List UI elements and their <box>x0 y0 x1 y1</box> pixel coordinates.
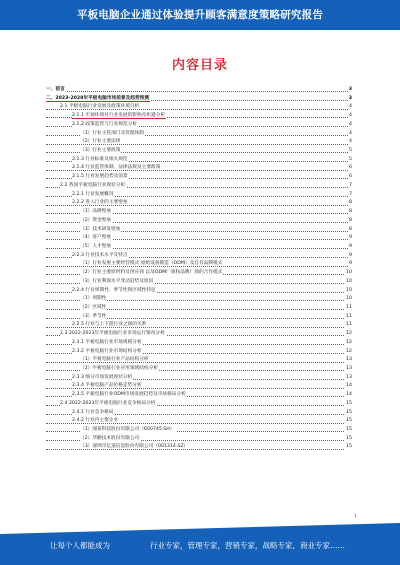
toc-entry[interactable] <box>46 95 352 104</box>
toc-entry-page: 12 <box>345 339 352 348</box>
toc-entry-page: 14 <box>345 382 352 391</box>
toc-entry-page: 5 <box>348 147 352 156</box>
toc-entry-text: 2.3.5 平板电脑行业ODM市场发展趋势及市场格局分析 <box>72 392 186 398</box>
toc-entry[interactable] <box>46 295 352 304</box>
toc-entry-page: 15 <box>345 435 352 444</box>
toc-entry-page: 9 <box>348 252 352 261</box>
toc-entry[interactable] <box>46 103 352 112</box>
toc-entry[interactable] <box>46 391 352 400</box>
toc-entry[interactable] <box>46 164 352 173</box>
toc-entry-page: 3 <box>348 86 352 95</box>
toc-entry-page: 7 <box>348 191 352 200</box>
toc-title: 内容目录 <box>171 58 228 73</box>
toc-entry[interactable] <box>46 382 352 391</box>
toc-entry-page: 12 <box>345 348 352 357</box>
toc-entry[interactable] <box>46 252 352 261</box>
toc-entry-page: 8 <box>348 208 352 217</box>
toc-entry-page: 15 <box>345 417 352 426</box>
toc-entry-page: 9 <box>348 260 352 269</box>
toc-entry-text: 2.3.4 平板电脑产品价格走势分析 <box>72 383 142 389</box>
toc-entry-page: 10 <box>345 295 352 304</box>
toc-entry[interactable] <box>46 409 352 418</box>
toc-entry-text: （5）人才壁垒 <box>80 243 112 249</box>
footer-slogan-left: 让每个人都能成为 <box>50 541 110 550</box>
toc-entry-text: （3）季节性 <box>80 313 107 319</box>
toc-entry-text: 2.1 平板电脑行业发展及政策环境分析 <box>60 104 140 110</box>
toc-entry[interactable] <box>46 426 352 435</box>
toc-entry-page: 15 <box>345 443 352 452</box>
toc-entry-text: 二、2023-2028年平板电脑市场前景及趋势预测 <box>46 95 150 101</box>
toc-entry-page: 8 <box>348 226 352 235</box>
toc-entry-page: 10 <box>345 269 352 278</box>
toc-entry-page: 11 <box>345 321 352 330</box>
toc-entry[interactable] <box>46 260 352 269</box>
toc-entry-text: （2）行业主要原材料及供应商 以及ODM厂商和品牌厂商的合作模式 <box>80 270 223 276</box>
toc-entry-text: （1）行业发展主要经营模式 原始设备制造（ODM）及自有品牌模式 <box>80 261 223 267</box>
toc-entry-page: 14 <box>345 391 352 400</box>
toc-entry-text: （1）行业主管部门及管理体制 <box>80 130 144 136</box>
toc-entry-text: 2.2.4 行业周期性、季节性和区域性特征 <box>72 287 156 293</box>
toc-entry-text: 一、前言 <box>46 87 65 92</box>
toc-entry-text: 2.3.1 平板电脑行业市场规模分析 <box>72 339 142 345</box>
toc-entry-text: 2.2 我国平板电脑行业现状分析 <box>60 182 126 188</box>
toc-entry-text: （3）深圳市亿道信息股份有限公司（001314.SZ） <box>80 444 189 450</box>
toc-entry-text: （4）客户壁垒 <box>80 235 112 241</box>
toc-entry-page: 13 <box>345 356 352 365</box>
toc-entry-page: 11 <box>345 313 352 322</box>
toc-entry[interactable] <box>46 443 352 452</box>
toc-entry-page: 15 <box>345 426 352 435</box>
toc-entry-page: 4 <box>348 130 352 139</box>
toc-entry[interactable] <box>46 321 352 330</box>
toc-entry[interactable] <box>46 287 352 296</box>
toc-entry-page: 13 <box>345 365 352 374</box>
toc-entry-text: 2.1.2 政策监管与行业规范分析 <box>72 121 137 127</box>
footer-slant <box>0 523 400 534</box>
toc-entry-page: 5 <box>348 156 352 165</box>
toc-entry-page: 6 <box>348 164 352 173</box>
toc-entry[interactable] <box>46 304 352 313</box>
toc-entry-page: 15 <box>345 400 352 409</box>
toc-entry[interactable] <box>46 182 352 191</box>
toc-entry[interactable] <box>46 365 352 374</box>
toc-entry[interactable] <box>46 278 352 287</box>
toc-entry[interactable] <box>46 138 352 147</box>
toc-entry-page: 9 <box>348 234 352 243</box>
toc-entry-text: （1）平板电脑行业产品结构分析 <box>80 357 149 363</box>
toc-entry-text: 2.4 2022-2023年平板电脑行业竞争格局分析 <box>60 400 156 406</box>
toc-entry[interactable] <box>46 417 352 426</box>
toc-entry[interactable] <box>46 313 352 322</box>
toc-entry-page: 13 <box>345 374 352 383</box>
toc-entry[interactable] <box>46 217 352 226</box>
toc-entry-page: 4 <box>348 121 352 130</box>
toc-entry-page: 15 <box>345 409 352 418</box>
toc-entry[interactable] <box>46 374 352 383</box>
toc-entry-page: 10 <box>345 278 352 287</box>
toc-entry-text: 2.1.1 宏观环境对行业发展的影响及机遇分析 <box>72 113 166 119</box>
toc-entry[interactable] <box>46 400 352 409</box>
document-header-title: 平板电脑企业通过体验提升顾客满意度策略研究报告 <box>76 9 324 21</box>
toc-entry-text: （1）周期性 <box>80 296 107 302</box>
toc-entry[interactable] <box>46 348 352 357</box>
toc-entry[interactable] <box>46 269 352 278</box>
toc-entry-page: 6 <box>348 173 352 182</box>
toc-entry-page: 8 <box>348 217 352 226</box>
toc-entry[interactable] <box>46 330 352 339</box>
toc-entry-page: 7 <box>348 182 352 191</box>
toc-entry-text: （2）区域性 <box>80 304 107 310</box>
toc-entry-text: （3）行业主要政策 <box>80 148 121 154</box>
toc-entry-page: 4 <box>348 103 352 112</box>
toc-entry-text: 2.4.1 行业竞争格局 <box>72 409 114 415</box>
toc-entry-text: （1）品牌壁垒 <box>80 209 112 215</box>
toc-entry[interactable] <box>46 86 352 95</box>
toc-entry[interactable] <box>46 173 352 182</box>
toc-entry-text: 2.3.2 平板电脑行业市场结构分析 <box>72 348 142 354</box>
toc-entry-text: （3）技术研发壁垒 <box>80 226 121 232</box>
toc-entry[interactable] <box>46 112 352 121</box>
toc-entry-text: （3）行业利润水平变动趋势及原因 <box>80 278 154 284</box>
toc-entry-page: 11 <box>345 304 352 313</box>
toc-entry-text: 2.2.2 进入行业的主要壁垒 <box>72 200 128 206</box>
toc-entry[interactable] <box>46 147 352 156</box>
toc-entry-text: （1）闻泰科技股份有限公司（600745.SH） <box>80 427 175 433</box>
toc-entry[interactable] <box>46 234 352 243</box>
toc-entry-text: 2.4.2 行业内主要企业 <box>72 418 119 424</box>
toc-entry[interactable] <box>46 208 352 217</box>
dot-leader <box>46 91 352 92</box>
toc-entry-page: 9 <box>348 243 352 252</box>
toc-entry-text: 2.1.5 行业发展趋势及前景 <box>72 174 128 180</box>
toc-entry[interactable] <box>46 121 352 130</box>
toc-entry-text: 2.2.1 行业发展概况 <box>72 191 114 197</box>
toc-entry-text: （2）行业主要法规 <box>80 139 121 145</box>
toc-entry-text: （2）资金壁垒 <box>80 217 112 223</box>
toc-entry-text: 2.1.3 行业标准及相关规范 <box>72 156 128 162</box>
toc-entry-page: 4 <box>348 112 352 121</box>
page-number: 1 <box>354 514 357 519</box>
toc-entry-text: 2.2.5 行业与上下游行业之间的关系 <box>72 322 147 328</box>
toc-entry-text: （2）平板电脑行业应用领域结构分析 <box>80 366 158 371</box>
toc-entry[interactable] <box>46 339 352 348</box>
toc-entry-text: 2.3.3 细分市场发展现状分析 <box>72 374 133 380</box>
toc-entry[interactable] <box>46 130 352 139</box>
toc-entry-text: 2.1.4 行业监管体制、法律法规及主要政策 <box>72 165 161 171</box>
toc-entry-text: 2.2.3 行业技术水平及特点 <box>72 252 128 258</box>
toc-entry[interactable] <box>46 156 352 165</box>
footer-slogan-right: 行业专家，管理专家，营销专家，战略专家，商业专家…… <box>150 541 345 550</box>
toc-entry-page: 4 <box>348 138 352 147</box>
toc-entry[interactable] <box>46 191 352 200</box>
table-of-contents <box>46 86 352 452</box>
toc-entry[interactable] <box>46 243 352 252</box>
toc-entry-page: 12 <box>345 330 352 339</box>
toc-entry-text: 2.3 2022-2023年平板电脑行业市场运行情况分析 <box>60 331 165 337</box>
toc-entry-page: 8 <box>348 199 352 208</box>
toc-entry-page: 10 <box>345 287 352 296</box>
toc-entry[interactable] <box>46 199 352 208</box>
toc-entry[interactable] <box>46 435 352 444</box>
toc-entry[interactable] <box>46 356 352 365</box>
toc-entry[interactable] <box>46 226 352 235</box>
toc-entry-text: （2）华勤技术股份有限公司 <box>80 435 140 441</box>
toc-entry-page: 3 <box>348 95 352 104</box>
